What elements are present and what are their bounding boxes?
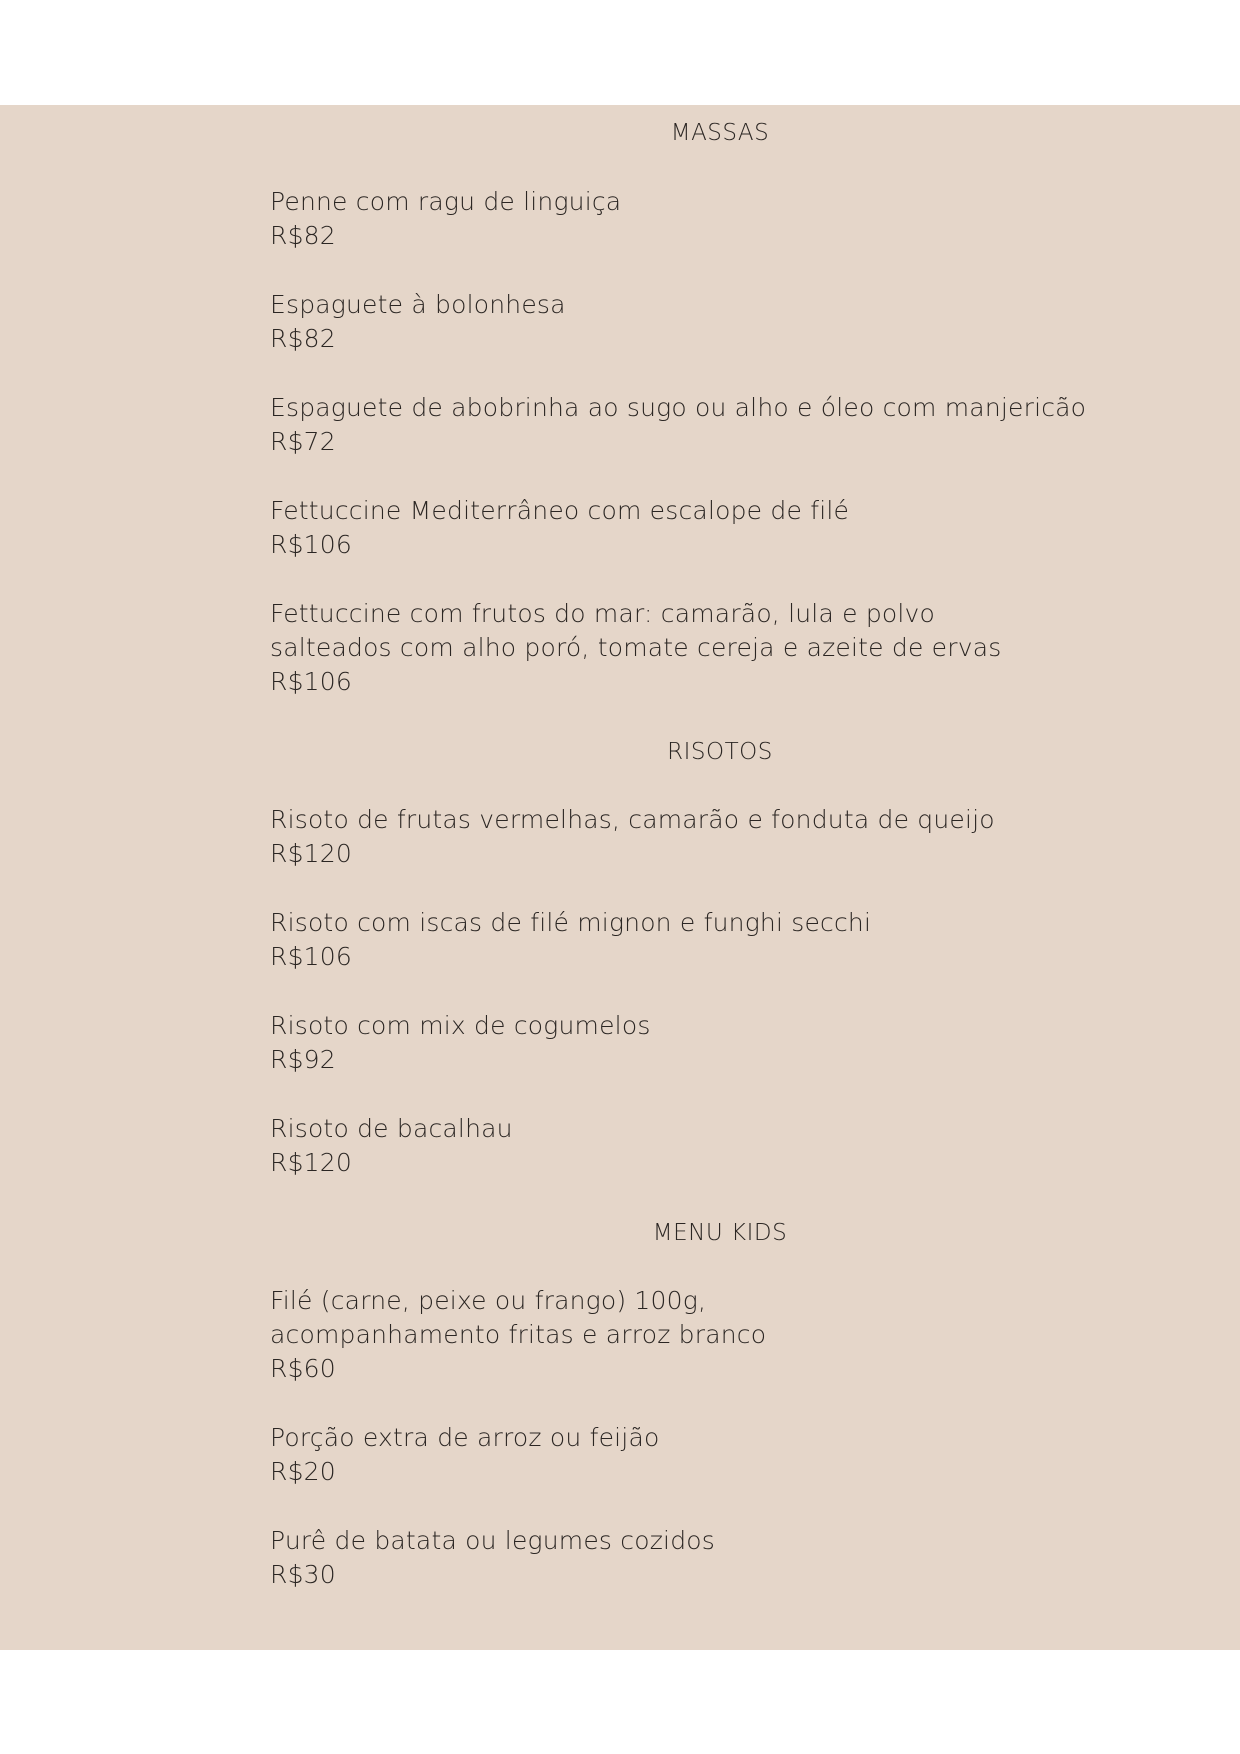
menu-item-name: Fettuccine Mediterrâneo com escalope de filé [270,496,850,525]
menu-item-name: Risoto de bacalhau [270,1114,513,1143]
menu-item [270,288,1170,356]
section-title-massas: MASSAS [670,120,770,146]
menu-item-price: R$120 [270,839,352,868]
menu-item [270,1284,1170,1386]
menu-item-price: R$60 [270,1354,336,1383]
menu-item-name: Penne com ragu de linguiça [270,187,622,216]
menu-item [270,1524,1170,1592]
menu-item-name: Espaguete à bolonhesa [270,290,566,319]
menu-item-name: Purê de batata ou legumes cozidos [270,1526,715,1555]
menu-item [270,185,1170,253]
menu-item [270,906,1170,974]
menu-item-price: R$30 [270,1560,336,1589]
menu-item [270,1009,1170,1077]
menu-item [270,597,1170,699]
menu-item-name: Risoto com iscas de filé mignon e funghi secchi [270,908,872,937]
menu-item-price: R$120 [270,1148,352,1177]
menu-item-name: Porção extra de arroz ou feijão [270,1423,660,1452]
menu-item-price: R$82 [270,324,336,353]
menu-item-price: R$72 [270,427,336,456]
menu-item-name: Espaguete de abobrinha ao sugo ou alho e óleo com manjericão [270,393,1087,422]
section-title-menu-kids: MENU KIDS [652,1220,788,1246]
menu-item [270,391,1170,459]
menu-item [270,1112,1170,1180]
menu-item-name: Fettuccine com frutos do mar: camarão, lula e polvo salteados com alho poró, tomate cereja e azeite de ervas [270,599,1002,662]
menu-item [270,1421,1170,1489]
menu-item-price: R$106 [270,530,352,559]
section-title-risotos: RISOTOS [667,739,773,765]
menu-item-name: Risoto de frutas vermelhas, camarão e fonduta de queijo [270,805,995,834]
menu-item [270,494,1170,562]
menu-item-name: Filé (carne, peixe ou frango) 100g, acompanhamento fritas e arroz branco [270,1286,767,1349]
menu-item-price: R$106 [270,942,352,971]
menu-item-price: R$92 [270,1045,336,1074]
menu-item [270,803,1170,871]
menu-panel [0,105,1240,1650]
menu-item-price: R$106 [270,667,352,696]
menu-item-price: R$20 [270,1457,336,1486]
menu-item-name: Risoto com mix de cogumelos [270,1011,651,1040]
menu-item-price: R$82 [270,221,336,250]
